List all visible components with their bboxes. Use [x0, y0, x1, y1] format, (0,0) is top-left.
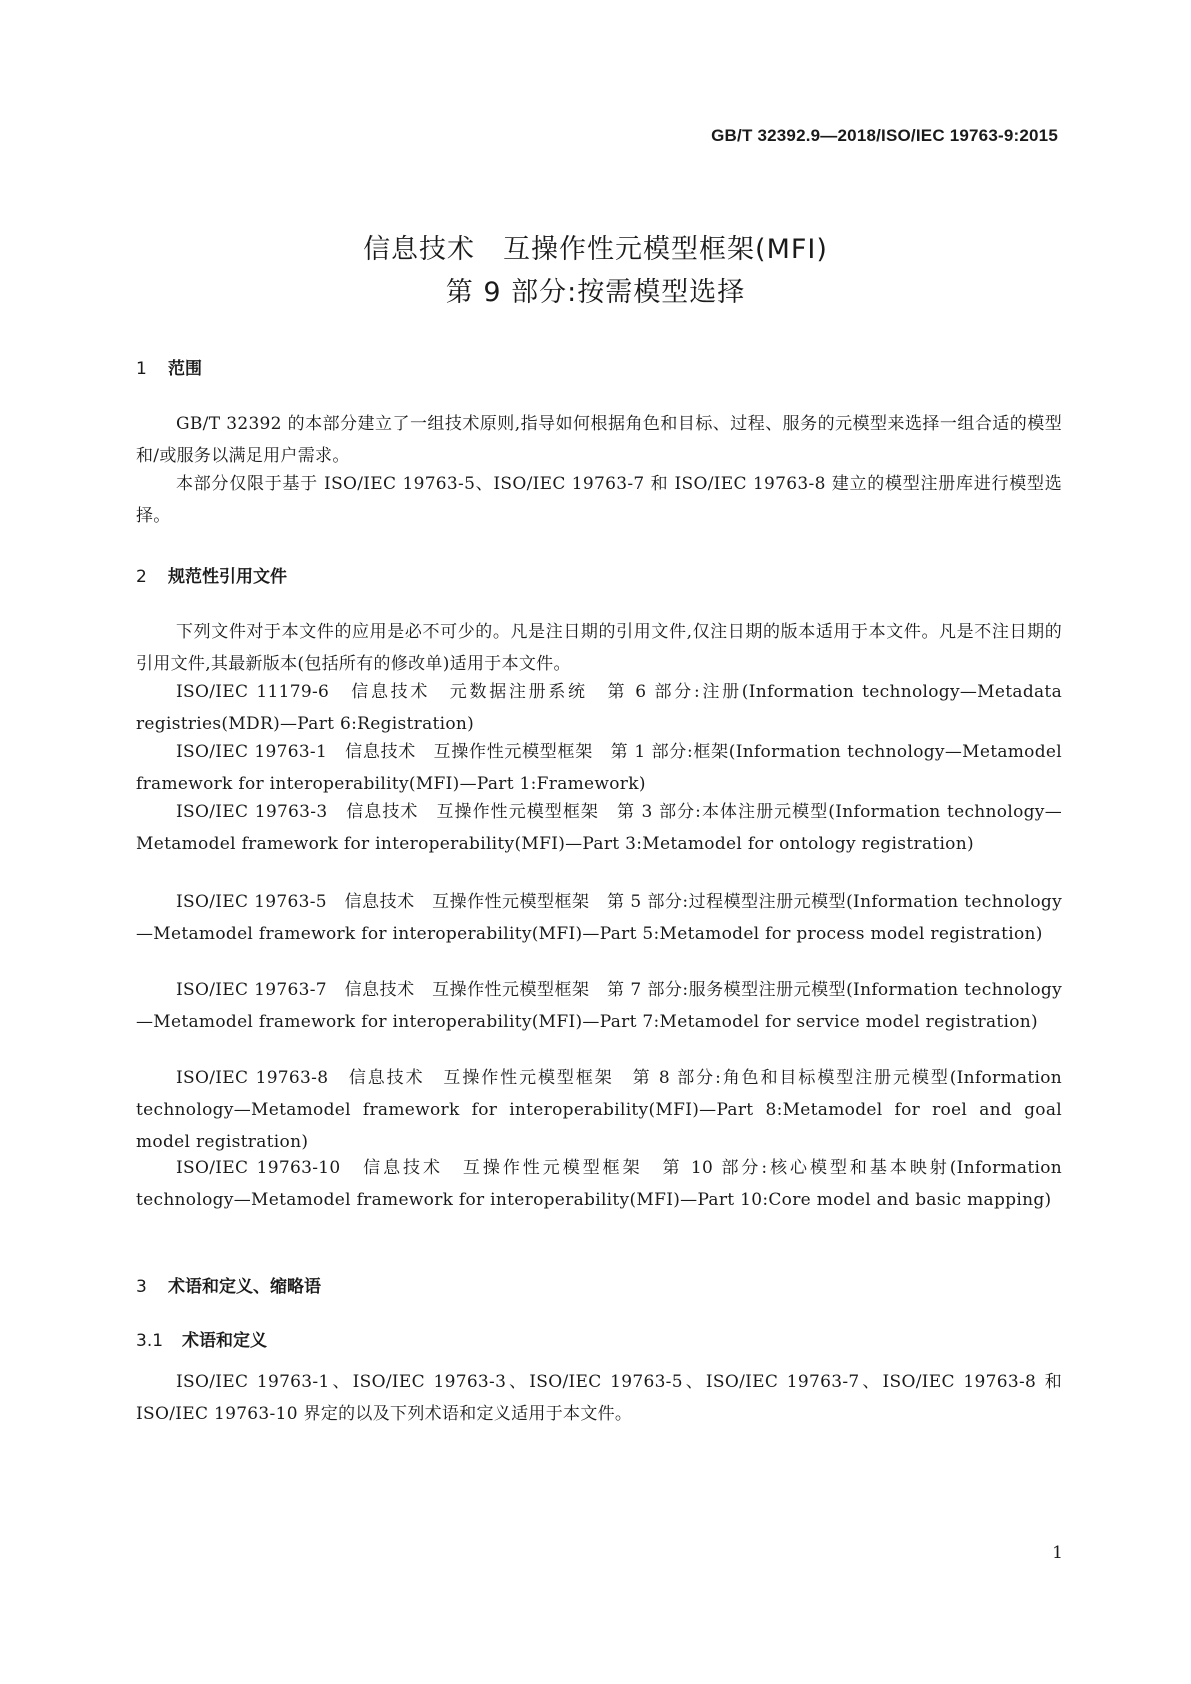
page-number: 1: [1052, 1543, 1063, 1563]
reference-item: ISO/IEC 19763-3 信息技术 互操作性元模型框架 第 3 部分:本体注册元模型(Information technology—Metamodel framework for interoperability(MFI)—Part 3:Metamodel for ontology registration): [136, 802, 1062, 854]
scope-paragraph-2: 本部分仅限于基于 ISO/IEC 19763-5、ISO/IEC 19763-7 和 ISO/IEC 19763-8 建立的模型注册库进行模型选择。: [136, 474, 1062, 526]
reference-item: ISO/IEC 11179-6 信息技术 元数据注册系统 第 6 部分:注册(Information technology—Metadata registries(MDR)—Part 6:Registration): [136, 682, 1062, 734]
reference-item: ISO/IEC 19763-8 信息技术 互操作性元模型框架 第 8 部分:角色和目标模型注册元模型(Information technology—Metamodel framework for interoperability(MFI)—Part 8:Metamodel for roel and goal model registration): [136, 1068, 1062, 1152]
section-title: 术语和定义、缩略语: [168, 1277, 321, 1297]
document-title-line1: 信息技术 互操作性元模型框架(MFI): [363, 234, 828, 265]
reference-item: ISO/IEC 19763-10 信息技术 互操作性元模型框架 第 10 部分:核心模型和基本映射(Information technology—Metamodel framework for interoperability(MFI)—Part 10:Core model and basic mapping): [136, 1158, 1062, 1210]
section-number: 3: [136, 1277, 147, 1297]
scope-paragraph-1: GB/T 32392 的本部分建立了一组技术原则,指导如何根据角色和目标、过程、服务的元模型来选择一组合适的模型和/或服务以满足用户需求。: [136, 414, 1062, 466]
section-number: 1: [136, 359, 147, 379]
section-3-1-heading: [136, 1326, 267, 1351]
reference-item: ISO/IEC 19763-7 信息技术 互操作性元模型框架 第 7 部分:服务模型注册元模型(Information technology—Metamodel framework for interoperability(MFI)—Part 7:Metamodel for service model registration): [136, 980, 1062, 1032]
references-intro: 下列文件对于本文件的应用是必不可少的。凡是注日期的引用文件,仅注日期的版本适用于本文件。凡是不注日期的引用文件,其最新版本(包括所有的修改单)适用于本文件。: [136, 622, 1062, 674]
document-title-line2: 第 9 部分:按需模型选择: [445, 277, 746, 308]
section-3-heading: [136, 1272, 321, 1297]
section-number: 2: [136, 567, 147, 587]
subsection-number: 3.1: [136, 1331, 164, 1351]
section-title: 规范性引用文件: [168, 567, 287, 587]
section-1-heading: [136, 354, 202, 379]
standard-number-header: GB/T 32392.9—2018/ISO/IEC 19763-9:2015: [711, 126, 1058, 145]
section-2-heading: [136, 562, 287, 587]
subsection-title: 术语和定义: [182, 1331, 267, 1351]
reference-item: ISO/IEC 19763-1 信息技术 互操作性元模型框架 第 1 部分:框架(Information technology—Metamodel framework for interoperability(MFI)—Part 1:Framework): [136, 742, 1062, 794]
section-title: 范围: [168, 359, 202, 379]
reference-item: ISO/IEC 19763-5 信息技术 互操作性元模型框架 第 5 部分:过程模型注册元模型(Information technology—Metamodel framework for interoperability(MFI)—Part 5:Metamodel for process model registration): [136, 892, 1062, 944]
terms-paragraph: ISO/IEC 19763-1、ISO/IEC 19763-3、ISO/IEC 19763-5、ISO/IEC 19763-7、ISO/IEC 19763-8 和 ISO/IEC 19763-10 界定的以及下列术语和定义适用于本文件。: [136, 1372, 1062, 1424]
